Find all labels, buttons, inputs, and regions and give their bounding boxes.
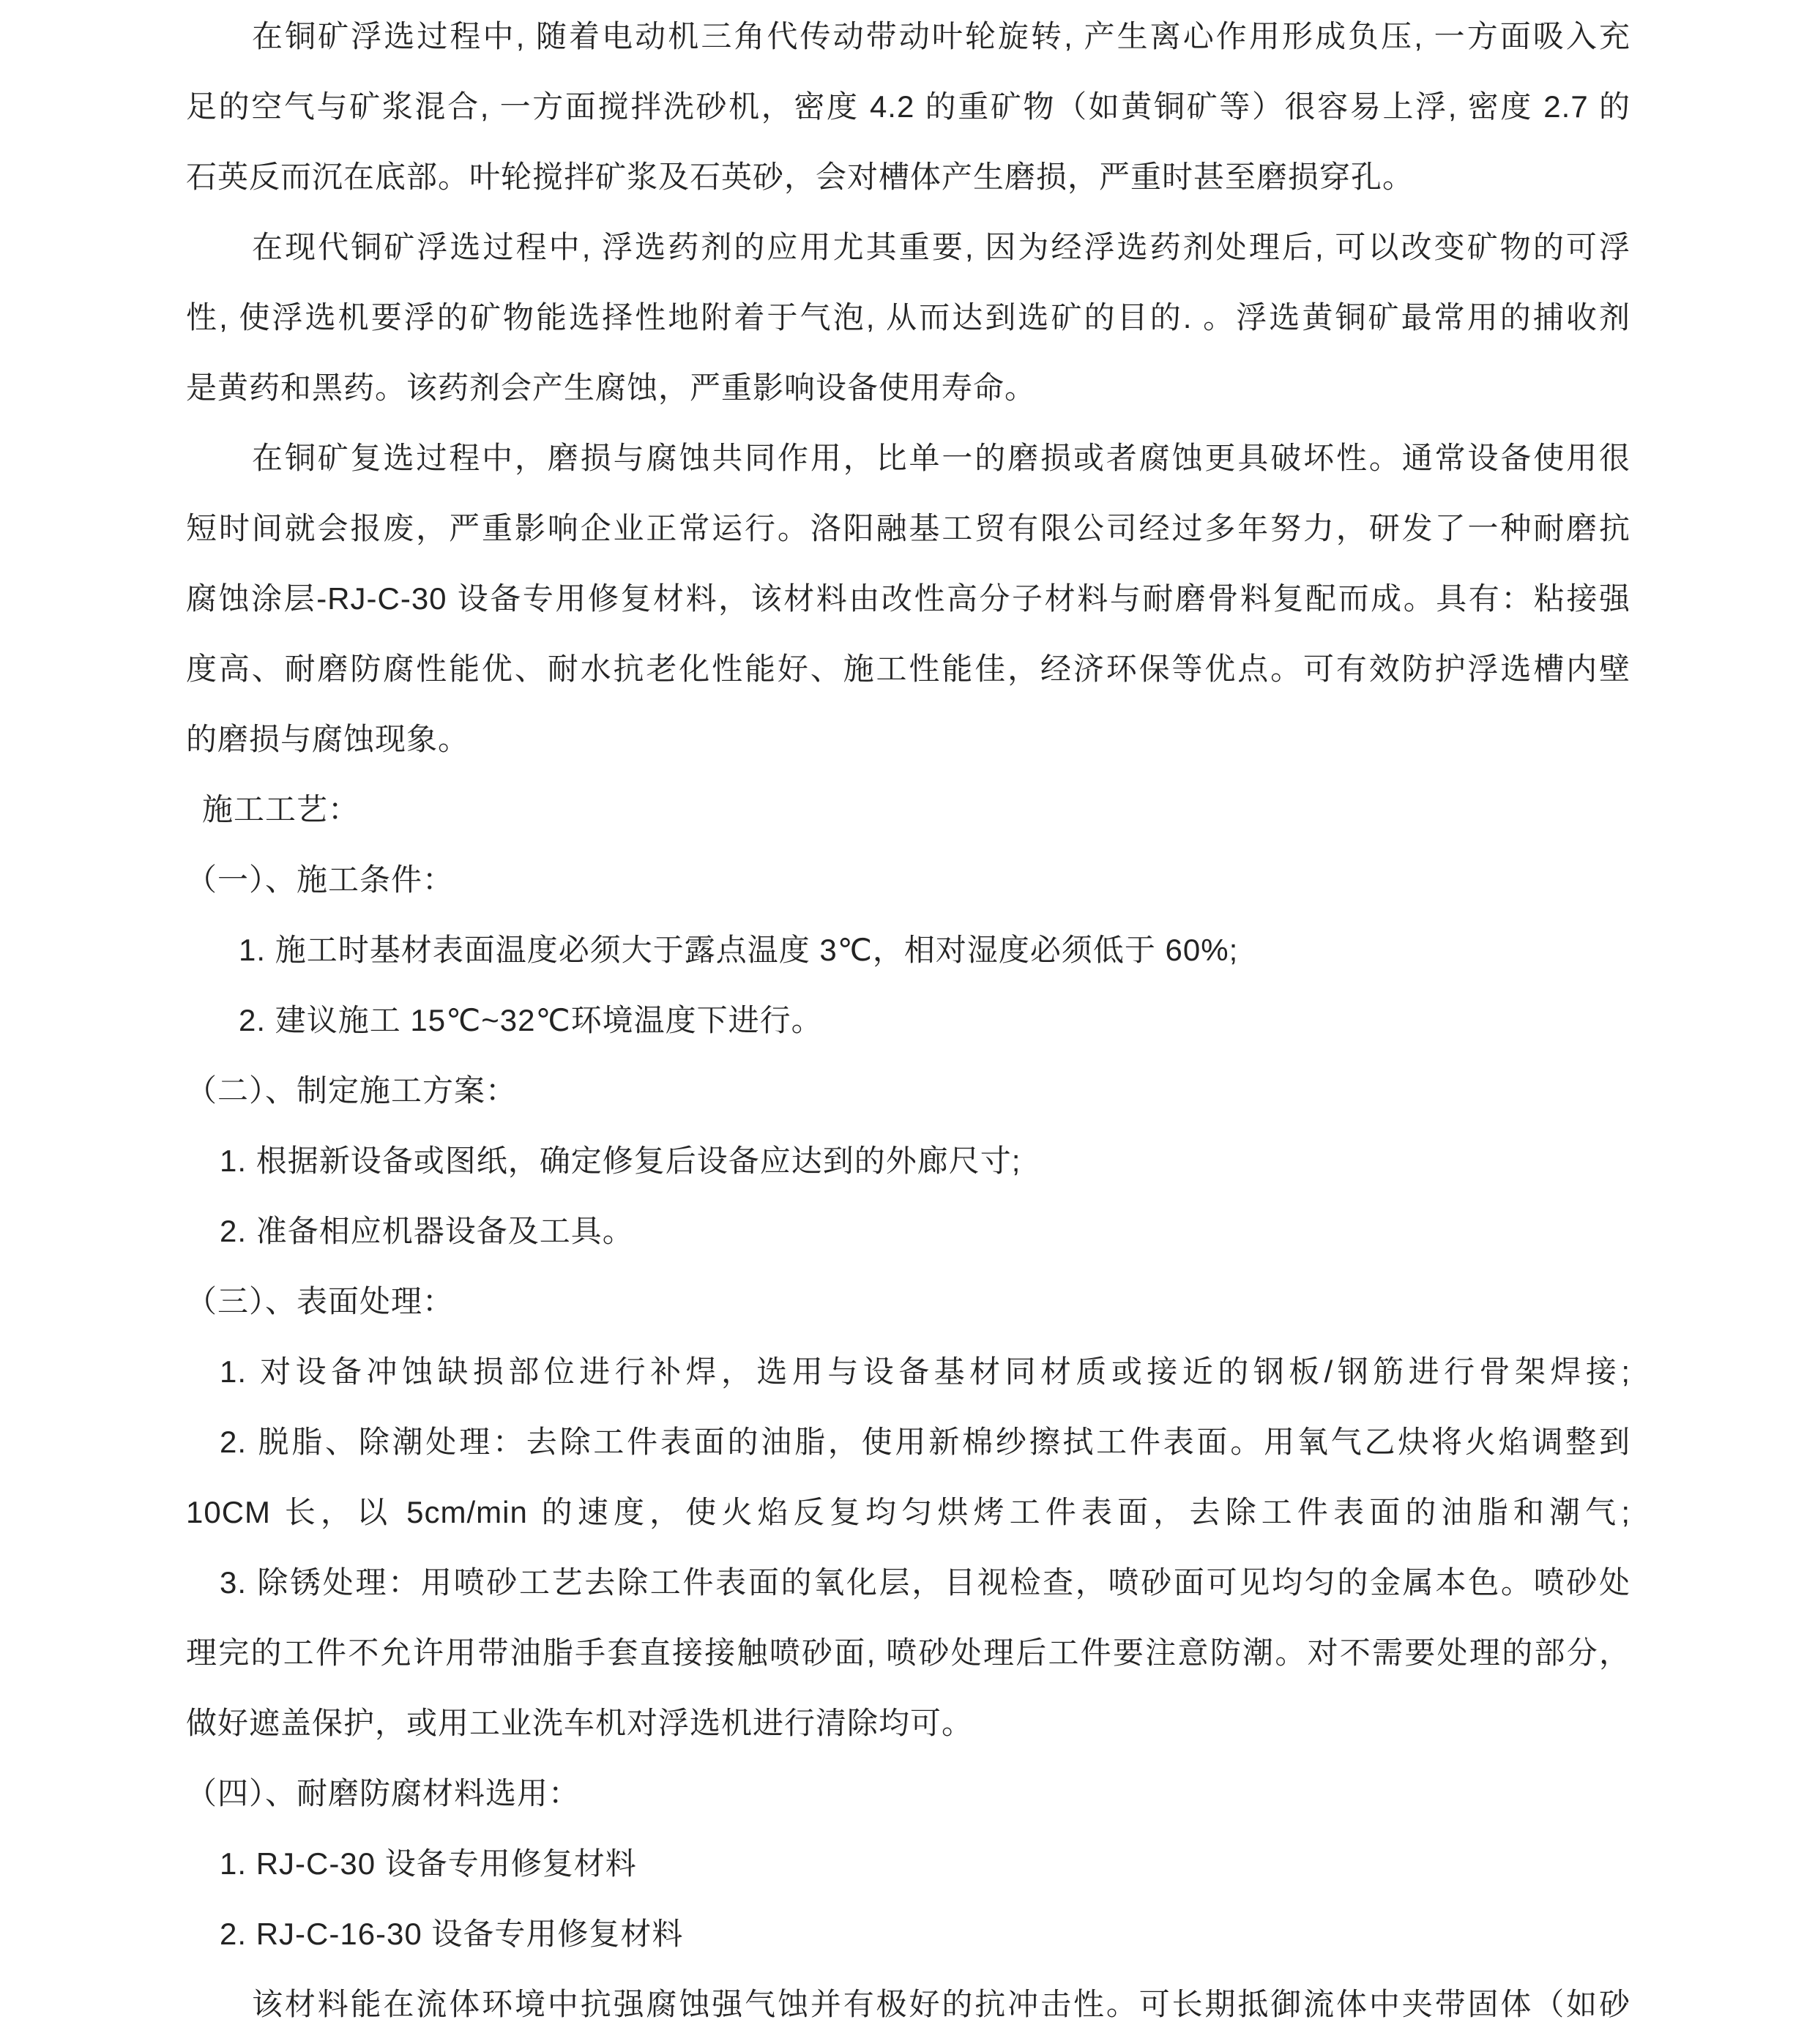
text-line-16: （二）、制定施工方案： [186,1073,518,1108]
text-line-29: 该材料能在流体环境中抗强腐蚀强气蚀并有极好的抗冲击性。可长期抵御流体中夹带固体（如砂 [252,1987,1630,2021]
text-line-22: 10CM 长，以 5cm/min 的速度，使火焰反复均匀烘烤工件表面，去除工件表面的油脂和潮气; [186,1495,1630,1529]
text-line-20: 1. 对设备冲蚀缺损部位进行补焊，选用与设备基材同材质或接近的钢板/钢筋进行骨架焊接; [220,1354,1630,1389]
text-line-7: 在铜矿复选过程中，磨损与腐蚀共同作用，比单一的磨损或者腐蚀更具破坏性。通常设备使用很 [252,441,1630,475]
text-line-23: 3. 除锈处理：用喷砂工艺去除工件表面的氧化层，目视检查，喷砂面可见均匀的金属本色。喷砂处 [220,1565,1630,1600]
text-line-12: 施工工艺： [202,792,360,827]
text-line-5: 性, 使浮选机要浮的矿物能选择性地附着于气泡, 从而达到选矿的目的. 。浮选黄铜矿最常用的捕收剂 [186,300,1630,335]
text-line-19: （三）、表面处理： [186,1284,455,1318]
text-line-11: 的磨损与腐蚀现象。 [186,722,470,756]
text-line-24: 理完的工件不允许用带油脂手套直接接触喷砂面, 喷砂处理后工件要注意防潮。对不需要处理的部分， [186,1635,1630,1670]
text-line-13: （一）、施工条件： [186,862,455,897]
text-line-15: 2. 建议施工 15℃~32℃环境温度下进行。 [239,1003,823,1037]
text-line-8: 短时间就会报废，严重影响企业正常运行。洛阳融基工贸有限公司经过多年努力，研发了一种耐磨抗 [186,511,1630,545]
text-line-4: 在现代铜矿浮选过程中, 浮选药剂的应用尤其重要, 因为经浮选药剂处理后, 可以改变矿物的可浮 [252,230,1630,264]
text-line-17: 1. 根据新设备或图纸，确定修复后设备应达到的外廊尺寸; [220,1144,1021,1178]
text-line-9: 腐蚀涂层-RJ-C-30 设备专用修复材料，该材料由改性高分子材料与耐磨骨料复配而成。具有：粘接强 [186,581,1630,616]
text-line-10: 度高、耐磨防腐性能优、耐水抗老化性能好、施工性能佳，经济环保等优点。可有效防护浮选槽内壁 [186,652,1630,686]
text-line-3: 石英反而沉在底部。叶轮搅拌矿浆及石英砂，会对槽体产生磨损，严重时甚至磨损穿孔。 [186,160,1415,194]
text-line-14: 1. 施工时基材表面温度必须大于露点温度 3℃，相对湿度必须低于 60%; [239,933,1239,967]
text-line-21: 2. 脱脂、除潮处理：去除工件表面的油脂，使用新棉纱擦拭工件表面。用氧气乙炔将火焰调整到 [220,1425,1630,1459]
text-line-2: 足的空气与矿浆混合, 一方面搅拌洗砂机，密度 4.2 的重矿物（如黄铜矿等）很容易上浮, 密度 2.7 的 [186,89,1630,124]
text-line-27: 1. RJ-C-30 设备专用修复材料 [220,1846,637,1881]
text-line-25: 做好遮盖保护，或用工业洗车机对浮选机进行清除均可。 [186,1706,974,1740]
text-line-28: 2. RJ-C-16-30 设备专用修复材料 [220,1917,684,1951]
text-line-6: 是黄药和黑药。该药剂会产生腐蚀，严重影响设备使用寿命。 [186,370,1037,405]
text-line-26: （四）、耐磨防腐材料选用： [186,1776,581,1810]
text-line-18: 2. 准备相应机器设备及工具。 [220,1214,634,1248]
text-line-1: 在铜矿浮选过程中, 随着电动机三角代传动带动叶轮旋转, 产生离心作用形成负压, 一方面吸入充 [252,19,1630,53]
